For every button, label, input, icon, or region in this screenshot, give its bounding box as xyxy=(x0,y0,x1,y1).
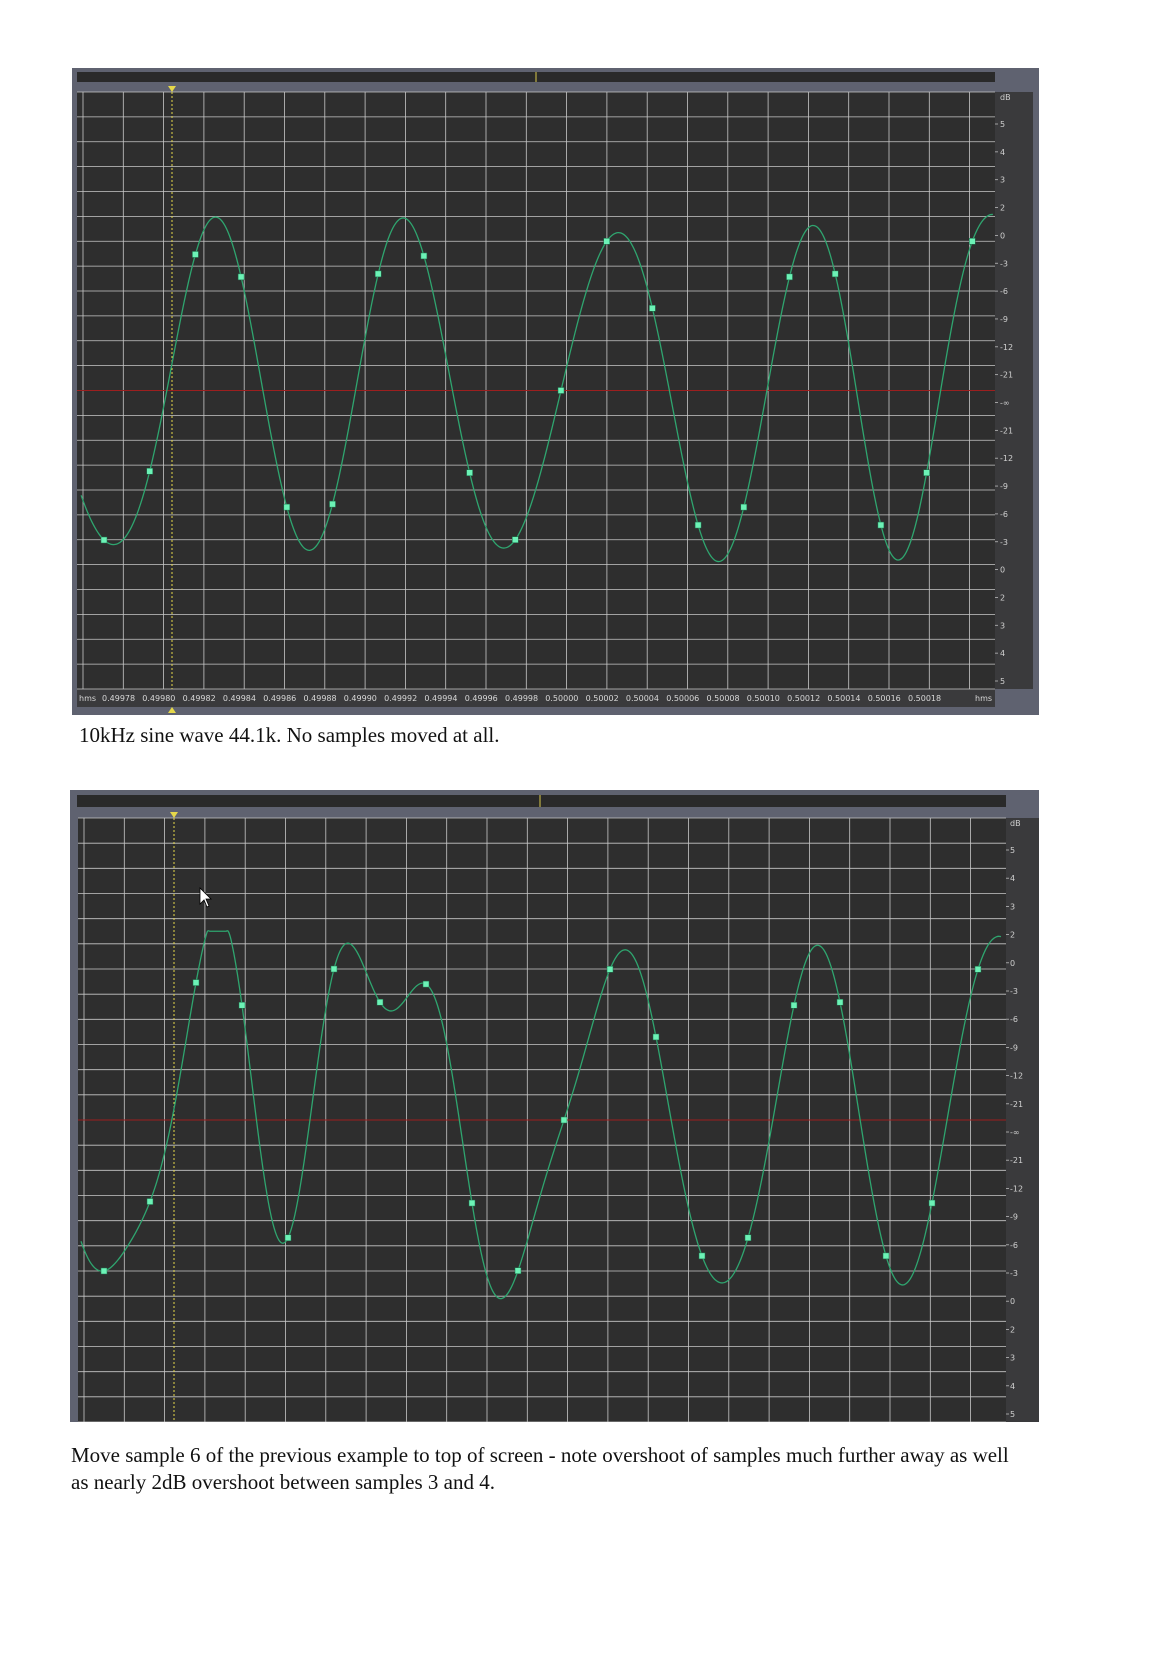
sample-point[interactable] xyxy=(561,1117,567,1123)
db-tick-label: 0 xyxy=(1000,565,1006,575)
db-unit-label: dB xyxy=(1010,819,1021,828)
sample-point[interactable] xyxy=(193,980,199,986)
time-tick-label: 0.50000 xyxy=(545,694,579,703)
db-tick-label: -∞ xyxy=(1000,398,1010,408)
sample-point[interactable] xyxy=(695,522,701,528)
sample-point[interactable] xyxy=(192,251,198,257)
time-tick-label: 0.50008 xyxy=(706,694,740,703)
sample-point[interactable] xyxy=(929,1200,935,1206)
db-tick-label: 2 xyxy=(1000,593,1006,603)
sample-point[interactable] xyxy=(331,966,337,972)
time-tick-label: 0.49984 xyxy=(222,694,256,703)
time-tick-label: 0.49986 xyxy=(263,694,297,703)
db-tick-label: 2 xyxy=(1010,1325,1016,1335)
db-tick-label: 4 xyxy=(1010,874,1016,884)
time-tick-label: 0.49980 xyxy=(142,694,176,703)
db-tick-label: 4 xyxy=(1010,1381,1016,1391)
time-tick-label: 0.49996 xyxy=(464,694,498,703)
db-tick-label: -21 xyxy=(1000,370,1014,380)
sample-point[interactable] xyxy=(699,1253,705,1259)
db-tick-label: -∞ xyxy=(1010,1128,1020,1137)
sample-point[interactable] xyxy=(467,470,473,476)
sample-point[interactable] xyxy=(101,1268,107,1274)
time-tick-label: 0.49998 xyxy=(505,694,539,703)
sample-point[interactable] xyxy=(741,504,747,510)
db-tick-label: -6 xyxy=(1010,1015,1018,1025)
sample-point[interactable] xyxy=(558,388,564,394)
sample-point[interactable] xyxy=(377,999,383,1005)
db-tick-label: 2 xyxy=(1000,203,1006,213)
time-tick-label: 0.49978 xyxy=(102,694,136,703)
db-tick-label: 0 xyxy=(1010,1297,1016,1307)
time-tick-label: 0.49992 xyxy=(384,694,418,703)
sample-point[interactable] xyxy=(791,1002,797,1008)
time-tick-label: 0.50012 xyxy=(787,694,821,703)
time-unit-right-label: hms xyxy=(975,694,993,703)
time-tick-label: 0.50016 xyxy=(867,694,901,703)
sample-point[interactable] xyxy=(330,501,336,507)
db-tick-label: -9 xyxy=(1000,314,1008,324)
sample-point[interactable] xyxy=(832,271,838,277)
sample-point[interactable] xyxy=(975,966,981,972)
sample-point[interactable] xyxy=(101,537,107,543)
db-tick-label: 5 xyxy=(1000,677,1006,686)
time-unit-left-label: hms xyxy=(79,694,97,703)
db-unit-label: dB xyxy=(1000,93,1011,102)
db-tick-label: -12 xyxy=(1010,1184,1024,1194)
sample-point[interactable] xyxy=(607,966,613,972)
sample-point[interactable] xyxy=(653,1034,659,1040)
waveform-screenshot-1 xyxy=(72,68,1039,715)
db-tick-label: -21 xyxy=(1010,1099,1024,1109)
overview-scrollbar[interactable] xyxy=(77,795,1006,807)
db-tick-label: 3 xyxy=(1010,1353,1016,1363)
db-tick-label: -9 xyxy=(1000,482,1008,492)
time-tick-label: 0.50018 xyxy=(908,694,942,703)
sample-point[interactable] xyxy=(147,468,153,474)
time-tick-label: 0.49990 xyxy=(343,694,377,703)
sample-point[interactable] xyxy=(512,537,518,543)
db-tick-label: -6 xyxy=(1000,287,1008,297)
sample-point[interactable] xyxy=(238,274,244,280)
time-tick-label: 0.49982 xyxy=(182,694,216,703)
db-tick-label: 5 xyxy=(1000,120,1006,129)
sample-point[interactable] xyxy=(969,238,975,244)
db-tick-label: 4 xyxy=(1000,649,1006,659)
sample-point[interactable] xyxy=(649,305,655,311)
sample-point[interactable] xyxy=(469,1200,475,1206)
caption-1: 10kHz sine wave 44.1k. No samples moved at all. xyxy=(79,723,500,747)
sample-point[interactable] xyxy=(924,470,930,476)
db-tick-label: 5 xyxy=(1010,846,1016,855)
waveform-editor-view xyxy=(70,790,1039,1422)
sample-point[interactable] xyxy=(878,522,884,528)
db-tick-label: -6 xyxy=(1010,1240,1018,1250)
db-tick-label: 0 xyxy=(1000,231,1006,241)
time-tick-labels xyxy=(102,694,941,703)
db-tick-label: -9 xyxy=(1010,1043,1018,1053)
sample-point[interactable] xyxy=(837,999,843,1005)
sample-point[interactable] xyxy=(147,1199,153,1205)
time-tick-label: 0.49994 xyxy=(424,694,458,703)
time-tick-label: 0.50010 xyxy=(746,694,780,703)
sample-point[interactable] xyxy=(284,504,290,510)
db-tick-label: -3 xyxy=(1010,987,1018,996)
db-tick-label: -12 xyxy=(1000,342,1014,352)
db-tick-label: -3 xyxy=(1000,537,1008,547)
db-tick-label: 2 xyxy=(1010,930,1016,940)
db-tick-label: 0 xyxy=(1010,958,1016,968)
sample-point[interactable] xyxy=(745,1235,751,1241)
sample-point[interactable] xyxy=(604,238,610,244)
db-tick-label: -6 xyxy=(1000,509,1008,519)
sample-point[interactable] xyxy=(515,1268,521,1274)
time-tick-label: 0.50014 xyxy=(827,694,861,703)
time-tick-label: 0.49988 xyxy=(303,694,337,703)
sample-point[interactable] xyxy=(375,271,381,277)
sample-point[interactable] xyxy=(285,1235,291,1241)
db-tick-label: 3 xyxy=(1000,621,1006,631)
db-tick-label: 3 xyxy=(1010,902,1016,912)
time-tick-label: 0.50004 xyxy=(625,694,659,703)
waveform-editor-view xyxy=(72,68,1039,715)
db-tick-label: -12 xyxy=(1010,1071,1024,1081)
time-tick-label: 0.50006 xyxy=(666,694,700,703)
sample-point[interactable] xyxy=(421,253,427,259)
db-tick-label: 4 xyxy=(1000,147,1006,157)
db-tick-label: 5 xyxy=(1010,1410,1016,1419)
db-tick-label: -12 xyxy=(1000,454,1014,464)
db-tick-label: -9 xyxy=(1010,1212,1018,1222)
time-tick-label: 0.50002 xyxy=(585,694,619,703)
db-tick-label: -3 xyxy=(1000,259,1008,269)
sample-point[interactable] xyxy=(883,1253,889,1259)
db-tick-label: -3 xyxy=(1010,1269,1018,1278)
db-tick-label: -21 xyxy=(1000,426,1014,436)
sample-point[interactable] xyxy=(787,274,793,280)
waveform-screenshot-2 xyxy=(70,790,1039,1422)
db-tick-label: 3 xyxy=(1000,175,1006,185)
caption-2: Move sample 6 of the previous example to top of screen - note overshoot of samples much further away as well as nearly 2dB overshoot between samples 3 and 4. xyxy=(71,1443,1009,1494)
sample-point[interactable] xyxy=(239,1002,245,1008)
db-tick-label: -21 xyxy=(1010,1156,1024,1166)
sample-point[interactable] xyxy=(423,981,429,987)
